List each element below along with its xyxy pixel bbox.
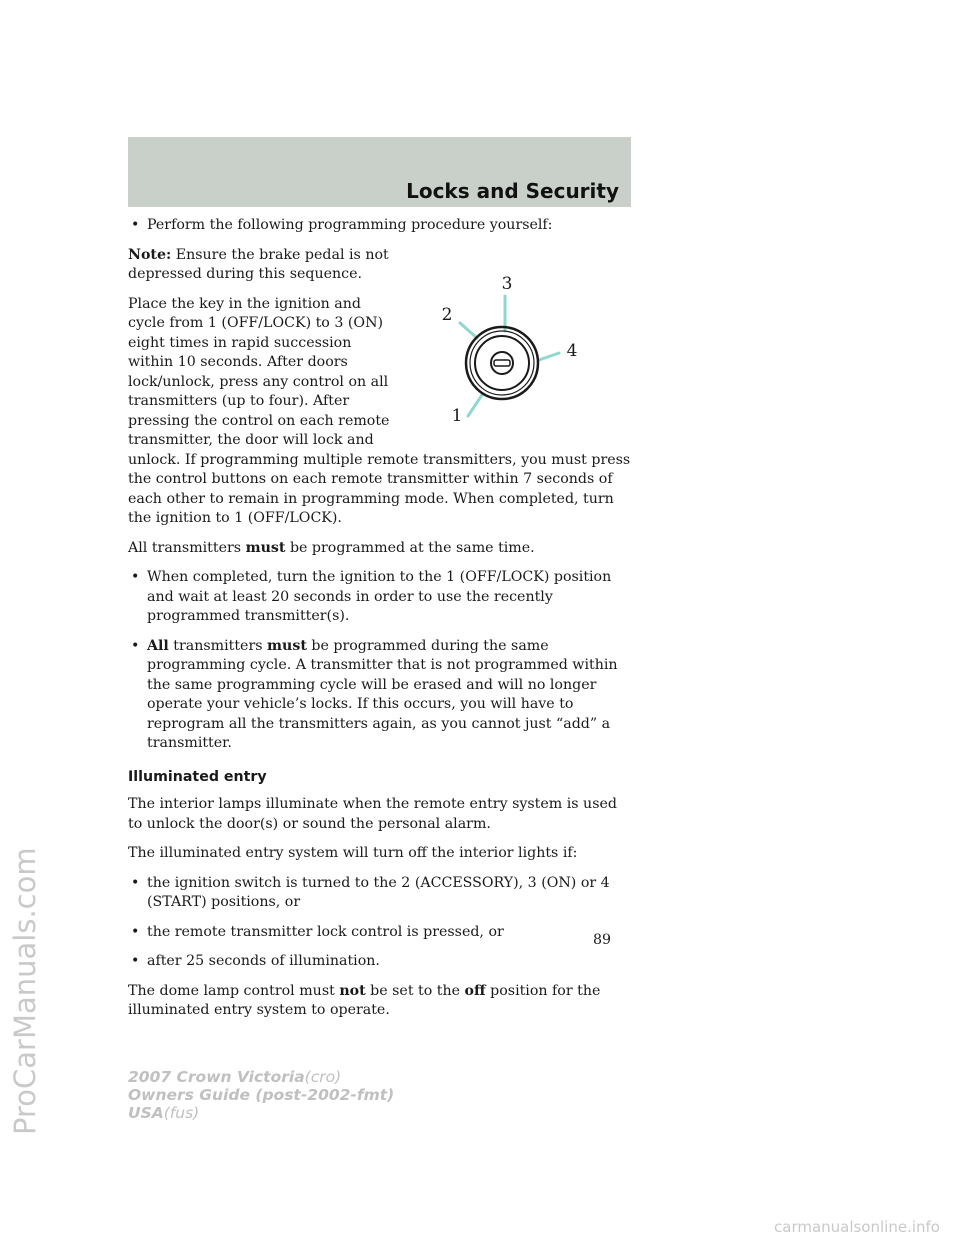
key-slot (494, 360, 510, 366)
side-watermark: ProCarManuals.com (8, 847, 42, 1135)
bullet-item: • Perform the following programming procedure yourself: (131, 217, 553, 233)
bottom-watermark: carmanualsonline.info (774, 1218, 940, 1236)
note-label: Note: (128, 246, 172, 263)
bullet-item: • All transmitters must be programmed during the same programming cycle. A transmitter that is not programmed within the same programming cycle will be erased and will no longer operate your vehicle’s locks. If this occurs, you will have to reprogram all the transmitters again, as you cannot just “add” a transmitter. (131, 637, 618, 751)
ignition-diagram (401, 246, 631, 436)
procedure-paragraph: Place the key in the ignition and cycle from 1 (OFF/LOCK) to 3 (ON) eight times in rapid succession within 10 seconds. After doors lock/unlock, press any control on all transmitters (up to four). After pressing the control on each remote transmitter, the door will lock and unlock. If programming multiple remote transmitters, you must press the control buttons on each remote transmitter within 7 seconds of each other to remain in programming mode. When completed, turn the ignition to 1 (OFF/LOCK). (128, 295, 631, 526)
illuminated-conditions-intro: The illuminated entry system will turn off the interior lights if: (128, 845, 578, 861)
bullet-text: after 25 seconds of illumination. (147, 953, 380, 969)
dome-lamp-paragraph: The dome lamp control must not be set to the off position for the illuminated entry system to operate. (128, 982, 601, 1018)
bullet-text: the ignition switch is turned to the 2 (ACCESSORY), 3 (ON) or 4 (START) positions, or (147, 874, 610, 910)
page-number: 89 (593, 932, 612, 948)
section-title: Locks and Security (406, 179, 619, 203)
subheading-illuminated-entry: Illuminated entry (128, 768, 267, 785)
bullet-item: • after 25 seconds of illumination. (131, 953, 380, 969)
header-band (128, 137, 631, 207)
diagram-leader-4 (539, 353, 559, 360)
bullet-text: All transmitters must be programmed during the same programming cycle. A transmitter that is not programmed within the same programming cycle will be erased and will no longer operate your vehicle’s locks. If this occurs, you will have to reprogram all the transmitters again, as you cannot just “add” a transmitter. (147, 637, 618, 751)
position-label-2: 2 (441, 304, 453, 325)
bullet-item: • When completed, turn the ignition to the 1 (OFF/LOCK) position and wait at least 20 seconds in order to use the recently programmed transmitter(s). (131, 569, 612, 624)
bullet-item: • the remote transmitter lock control is pressed, or (131, 923, 504, 940)
diagram-leader-2 (460, 323, 477, 338)
footer: 2007 Crown Victoria(cro) Owners Guide (post-2002-fmt) USA(fus) (128, 1068, 395, 1122)
bullet-text: When completed, turn the ignition to the 1 (OFF/LOCK) position and wait at least 20 seconds in order to use the recently programmed transmitter(s). (147, 569, 612, 624)
bullet-item: • the ignition switch is turned to the 2 (ACCESSORY), 3 (ON) or 4 (START) positions, or (131, 874, 610, 910)
all-transmitters-paragraph: All transmitters must be programmed at the same time. (128, 539, 535, 556)
position-label-1: 1 (451, 405, 463, 426)
position-label-4: 4 (566, 340, 578, 361)
position-label-3: 3 (501, 273, 513, 294)
page-content (128, 216, 631, 1031)
diagram-leader-1 (468, 395, 482, 416)
bullet-text: Perform the following programming procedure yourself: (147, 217, 553, 233)
illuminated-paragraph: The interior lamps illuminate when the remote entry system is used to unlock the door(s) or sound the personal alarm. (128, 796, 617, 832)
note-text: Ensure the brake pedal is not depressed during this sequence. (128, 246, 389, 282)
bullet-text: the remote transmitter lock control is pressed, or (147, 923, 504, 940)
